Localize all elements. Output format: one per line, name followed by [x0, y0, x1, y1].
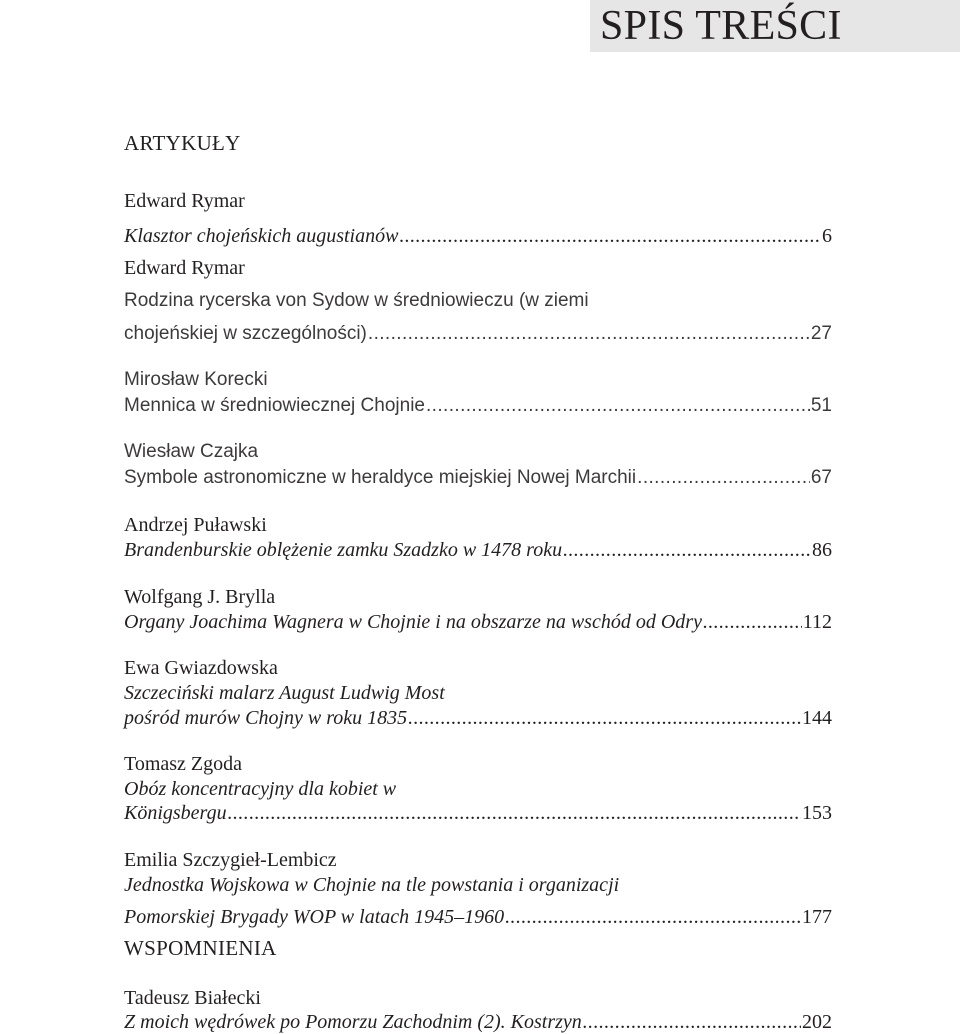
- toc-entry-link[interactable]: [124, 224, 832, 248]
- entry-title: Pomorskiej Brygady WOP w latach 1945–1960: [124, 906, 505, 928]
- toc-entry-link[interactable]: [124, 538, 832, 562]
- title-banner: [590, 0, 960, 52]
- entry-title: chojeńskiej w szczególności): [124, 323, 367, 344]
- entry-author: Tomasz Zgoda: [124, 753, 243, 775]
- entry-page-number: 86: [812, 539, 832, 561]
- entry-title-line: Jednostka Wojskowa w Chojnie na tle powstania i organizacji: [124, 874, 620, 896]
- entry-page-number: 177: [802, 906, 832, 928]
- dot-leader: [703, 610, 802, 634]
- entry-author: Wolfgang J. Brylla: [124, 586, 276, 608]
- toc-entry-link[interactable]: [124, 706, 832, 730]
- toc-entry-link[interactable]: [124, 1010, 832, 1034]
- entry-title: pośród murów Chojny w roku 1835: [124, 707, 408, 729]
- entry-author: Wiesław Czajka: [124, 441, 259, 462]
- entry-author: Ewa Gwiazdowska: [124, 657, 278, 679]
- toc-entry-link[interactable]: [124, 905, 832, 929]
- dot-leader: [228, 801, 801, 825]
- entry-page-number: 27: [810, 323, 832, 344]
- entry-page-number: 202: [802, 1011, 832, 1033]
- entry-title-line: Szczeciński malarz August Ludwig Most: [124, 682, 445, 704]
- dot-leader: [408, 706, 801, 730]
- entry-title: Klasztor chojeńskich augustianów: [124, 225, 399, 247]
- entry-page-number: 67: [810, 467, 832, 488]
- entry-page-number: 144: [802, 707, 832, 729]
- entry-title: Z moich wędrówek po Pomorzu Zachodnim (2). Kostrzyn: [124, 1011, 582, 1033]
- entry-title: Organy Joachima Wagnera w Chojnie i na obszarze na wschód od Odry: [124, 611, 702, 633]
- entry-author: Edward Rymar: [124, 190, 245, 212]
- entry-author: Emilia Szczygieł-Lembicz: [124, 849, 337, 871]
- entry-title: Symbole astronomiczne w heraldyce miejskiej Nowej Marchii: [124, 467, 637, 488]
- entry-author: Tadeusz Białecki: [124, 987, 261, 1009]
- toc-entry-link[interactable]: [124, 322, 832, 346]
- toc-entry-link[interactable]: [124, 466, 832, 490]
- entry-page-number: 6: [822, 225, 832, 247]
- dot-leader: [368, 322, 810, 346]
- dot-leader: [505, 905, 801, 929]
- dot-leader: [637, 466, 810, 490]
- dot-leader: [426, 394, 810, 418]
- entry-title: Mennica w średniowiecznej Chojnie: [124, 395, 425, 416]
- entry-title-line: Obóz koncentracyjny dla kobiet w: [124, 778, 397, 800]
- section-heading-wspomnienia: WSPOMNIENIA: [124, 936, 277, 960]
- entry-title: Brandenburskie oblężenie zamku Szadzko w 1478 roku: [124, 539, 563, 561]
- toc-entry-link[interactable]: [124, 394, 832, 418]
- entry-page-number: 112: [802, 611, 832, 633]
- section-heading-artykuly: ARTYKUŁY: [124, 131, 241, 155]
- entry-author: Mirosław Korecki: [124, 369, 268, 390]
- toc-entry-link[interactable]: [124, 801, 832, 825]
- dot-leader: [399, 224, 821, 248]
- page-title: SPIS TREŚCI: [600, 3, 842, 49]
- dot-leader: [583, 1010, 801, 1034]
- entry-author: Edward Rymar: [124, 257, 245, 279]
- entry-author: Andrzej Puławski: [124, 514, 267, 536]
- toc-entry-link[interactable]: [124, 610, 832, 634]
- entry-page-number: 153: [802, 802, 832, 824]
- entry-title-line: Rodzina rycerska von Sydow w średniowieczu (w ziemi: [124, 290, 589, 311]
- entry-title: Königsbergu: [124, 802, 227, 824]
- dot-leader: [563, 538, 811, 562]
- entry-page-number: 51: [810, 395, 832, 416]
